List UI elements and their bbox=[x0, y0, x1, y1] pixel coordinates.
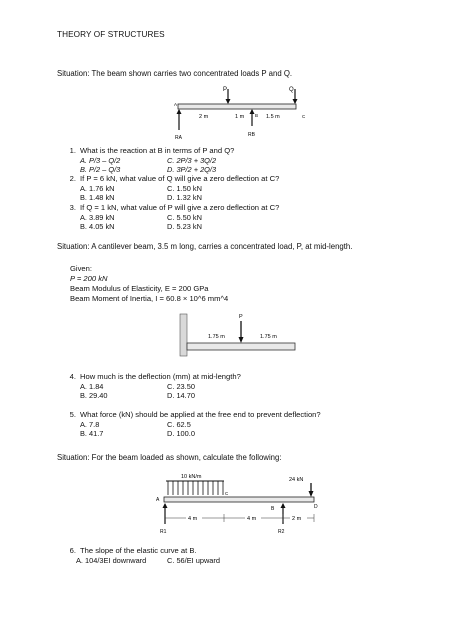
span-ab-label: 2 m bbox=[199, 114, 209, 120]
point-load-label: 24 kN bbox=[289, 477, 304, 483]
situation-3-text: Situation: For the beam loaded as shown, calculate the following: bbox=[57, 453, 282, 462]
udl-label: 10 kN/m bbox=[181, 474, 202, 480]
reaction-2-label: R2 bbox=[278, 529, 285, 535]
question-4-number: 4. bbox=[69, 372, 76, 381]
situation-2-text: Situation: A cantilever beam, 3.5 m long, carries a concentrated load, P, at mid-length. bbox=[57, 242, 353, 251]
cantilever-beam bbox=[187, 343, 295, 350]
beam-diagram-1 bbox=[168, 84, 318, 146]
q4-option-c: C. 23.50 bbox=[167, 382, 195, 391]
reaction-b-arrowhead bbox=[250, 109, 255, 114]
reaction-a-label: RA bbox=[175, 135, 182, 141]
question-6 bbox=[64, 546, 424, 556]
q5-option-c: C. 62.5 bbox=[167, 420, 191, 429]
q6-option-c: C. 56/EI upward bbox=[167, 556, 220, 565]
q1-option-d: D. 3P/2 + 2Q/3 bbox=[167, 165, 217, 174]
fixed-support-wall bbox=[180, 314, 187, 356]
question-5 bbox=[64, 410, 424, 420]
question-3-number: 3. bbox=[69, 203, 76, 212]
question-4-text: How much is the deflection (mm) at mid-length? bbox=[80, 372, 241, 381]
question-1-number: 1. bbox=[69, 146, 76, 155]
q6-option-a: A. 104/3EI downward bbox=[76, 556, 147, 565]
question-5-text: What force (kN) should be applied at the free end to prevent deflection? bbox=[80, 410, 321, 419]
span-2-label: 4 m bbox=[247, 516, 257, 522]
label-a: A bbox=[174, 102, 178, 107]
given-modulus: Beam Modulus of Elasticity, E = 200 GPa bbox=[70, 284, 209, 293]
reaction-1-label: R1 bbox=[160, 529, 167, 535]
load-q-label: Q bbox=[289, 87, 294, 93]
beam-1 bbox=[178, 104, 296, 109]
page-header: THEORY OF STRUCTURES bbox=[57, 30, 165, 39]
question-6-number: 6. bbox=[69, 546, 76, 555]
cantilever-span-right: 1.75 m bbox=[260, 334, 277, 340]
q3-option-b: B. 4.05 kN bbox=[80, 222, 115, 231]
q3-option-c: C. 5.50 kN bbox=[167, 213, 202, 222]
q4-option-d: D. 14.70 bbox=[167, 391, 195, 400]
question-1-text: What is the reaction at B in terms of P and Q? bbox=[80, 146, 235, 155]
q3-option-a: A. 3.89 kN bbox=[80, 213, 115, 222]
q1-option-c: C. 2P/3 + 3Q/2 bbox=[167, 156, 217, 165]
span-3-label: 2 m bbox=[292, 516, 302, 522]
given-p: P = 200 kN bbox=[70, 274, 108, 283]
cantilever-load-label: P bbox=[239, 314, 243, 320]
reaction-1-arrowhead bbox=[163, 503, 168, 508]
label-b: B bbox=[255, 113, 259, 118]
situation-1-text: Situation: The beam shown carries two concentrated loads P and Q. bbox=[57, 69, 293, 78]
q5-option-b: B. 41.7 bbox=[80, 429, 104, 438]
question-2-number: 2. bbox=[69, 174, 76, 183]
q4-option-b: B. 29.40 bbox=[80, 391, 108, 400]
cantilever-load-arrowhead bbox=[239, 337, 244, 343]
udl-load bbox=[166, 481, 224, 495]
label-c-3: C bbox=[225, 491, 229, 496]
span-1-label: 4 m bbox=[188, 516, 198, 522]
reaction-b-label: RB bbox=[248, 132, 255, 138]
given-label: Given: bbox=[70, 264, 92, 273]
q5-option-a: A. 7.8 bbox=[80, 420, 100, 429]
question-2-text: If P = 6 kN, what value of Q will give a zero deflection at C? bbox=[80, 174, 280, 183]
beam-diagram-3 bbox=[150, 468, 325, 540]
q2-option-d: D. 1.32 kN bbox=[167, 193, 202, 202]
cantilever-diagram bbox=[178, 310, 300, 360]
span-pb-label: 1 m bbox=[235, 114, 245, 120]
question-4 bbox=[64, 372, 424, 382]
label-d-3: D bbox=[314, 504, 318, 510]
q3-option-d: D. 5.23 kN bbox=[167, 222, 202, 231]
q1-option-b: B. P/2 – Q/3 bbox=[80, 165, 121, 174]
q1-option-a: A. P/3 – Q/2 bbox=[80, 156, 121, 165]
given-inertia: Beam Moment of Inertia, I = 60.8 × 10^6 mm^4 bbox=[70, 294, 229, 303]
label-a-3: A bbox=[156, 497, 160, 503]
label-c: C bbox=[302, 114, 306, 119]
question-3 bbox=[64, 203, 424, 213]
question-6-text: The slope of the elastic curve at B. bbox=[80, 546, 197, 555]
q4-option-a: A. 1.84 bbox=[80, 382, 104, 391]
label-b-3: B bbox=[271, 506, 275, 512]
q2-option-b: B. 1.48 kN bbox=[80, 193, 115, 202]
beam-3 bbox=[164, 497, 314, 502]
question-2 bbox=[64, 174, 424, 184]
reaction-2-arrowhead bbox=[281, 503, 286, 508]
question-1 bbox=[64, 146, 424, 156]
q2-option-c: C. 1.50 kN bbox=[167, 184, 202, 193]
q2-option-a: A. 1.76 kN bbox=[80, 184, 115, 193]
load-q-arrowhead bbox=[293, 99, 298, 104]
q5-option-d: D. 100.0 bbox=[167, 429, 195, 438]
span-bc-label: 1.5 m bbox=[266, 114, 280, 120]
question-3-text: If Q = 1 kN, what value of P will give a zero deflection at C? bbox=[80, 203, 280, 212]
cantilever-span-left: 1.75 m bbox=[208, 334, 225, 340]
reaction-a-arrowhead bbox=[177, 109, 182, 114]
point-load-arrowhead bbox=[309, 491, 314, 497]
load-p-label: P bbox=[223, 87, 228, 93]
load-p-arrowhead bbox=[226, 99, 231, 104]
question-5-number: 5. bbox=[69, 410, 76, 419]
